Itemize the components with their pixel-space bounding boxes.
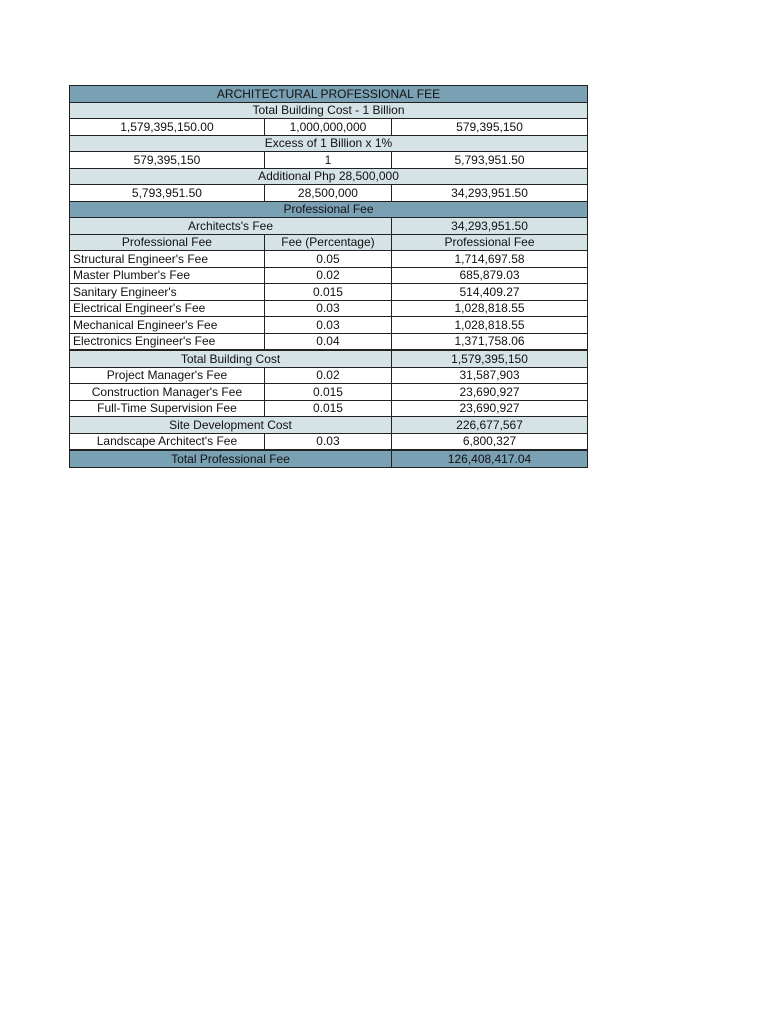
fee-pct-cell[interactable]: 0.03 [264, 300, 391, 317]
architects-fee-value[interactable]: 34,293,951.50 [392, 218, 588, 235]
section-header-row [70, 102, 588, 119]
site-development-row [70, 417, 588, 434]
cell[interactable]: 579,395,150 [70, 152, 265, 169]
fee-name-cell[interactable]: Project Manager's Fee [70, 367, 265, 384]
table-row [70, 400, 588, 417]
table-row [70, 119, 588, 136]
fee-value-cell[interactable]: 685,879.03 [392, 267, 588, 284]
table-row [70, 267, 588, 284]
fee-value-cell[interactable]: 1,028,818.55 [392, 300, 588, 317]
section-header-additional[interactable]: Additional Php 28,500,000 [70, 168, 588, 185]
fee-name-cell[interactable]: Construction Manager's Fee [70, 384, 265, 401]
fee-spreadsheet [69, 85, 588, 468]
table-title[interactable]: ARCHITECTURAL PROFESSIONAL FEE [70, 86, 588, 103]
fee-pct-cell[interactable]: 0.02 [264, 367, 391, 384]
fee-value-cell[interactable]: 1,714,697.58 [392, 251, 588, 268]
fee-name-cell[interactable]: Mechanical Engineer's Fee [70, 317, 265, 334]
fee-pct-cell[interactable]: 0.02 [264, 267, 391, 284]
fee-value-cell[interactable]: 6,800,327 [392, 433, 588, 450]
fee-value-cell[interactable]: 1,371,758.06 [392, 333, 588, 350]
section-header-excess[interactable]: Excess of 1 Billion x 1% [70, 135, 588, 152]
fee-table [69, 85, 588, 468]
fee-pct-cell[interactable]: 0.015 [264, 400, 391, 417]
fee-name-cell[interactable]: Full-Time Supervision Fee [70, 400, 265, 417]
table-row [70, 185, 588, 202]
site-development-value[interactable]: 226,677,567 [392, 417, 588, 434]
fee-value-cell[interactable]: 1,028,818.55 [392, 317, 588, 334]
column-header[interactable]: Professional Fee [70, 234, 265, 251]
total-building-cost-label[interactable]: Total Building Cost [70, 350, 392, 367]
table-row [70, 367, 588, 384]
table-row [70, 433, 588, 450]
fee-name-cell[interactable]: Structural Engineer's Fee [70, 251, 265, 268]
fee-name-cell[interactable]: Master Plumber's Fee [70, 267, 265, 284]
cell[interactable]: 28,500,000 [264, 185, 391, 202]
section-header-total-cost-minus[interactable]: Total Building Cost - 1 Billion [70, 102, 588, 119]
cell[interactable]: 1,000,000,000 [264, 119, 391, 136]
column-header[interactable]: Professional Fee [392, 234, 588, 251]
total-professional-fee-value[interactable]: 126,408,417.04 [392, 450, 588, 467]
fee-pct-cell[interactable]: 0.05 [264, 251, 391, 268]
fee-value-cell[interactable]: 23,690,927 [392, 400, 588, 417]
table-row [70, 384, 588, 401]
title-row [70, 86, 588, 103]
fee-pct-cell[interactable]: 0.03 [264, 433, 391, 450]
table-row [70, 251, 588, 268]
table-row [70, 284, 588, 301]
total-building-cost-value[interactable]: 1,579,395,150 [392, 350, 588, 367]
table-row [70, 317, 588, 334]
table-row [70, 152, 588, 169]
fee-pct-cell[interactable]: 0.015 [264, 284, 391, 301]
column-header-row [70, 234, 588, 251]
architects-fee-row [70, 218, 588, 235]
cell[interactable]: 34,293,951.50 [392, 185, 588, 202]
cell[interactable]: 579,395,150 [392, 119, 588, 136]
cell[interactable]: 5,793,951.50 [70, 185, 265, 202]
fee-pct-cell[interactable]: 0.015 [264, 384, 391, 401]
cell[interactable]: 1 [264, 152, 391, 169]
fee-value-cell[interactable]: 514,409.27 [392, 284, 588, 301]
fee-name-cell[interactable]: Electrical Engineer's Fee [70, 300, 265, 317]
total-professional-fee-label[interactable]: Total Professional Fee [70, 450, 392, 467]
fee-name-cell[interactable]: Electronics Engineer's Fee [70, 333, 265, 350]
section-header-row [70, 201, 588, 218]
section-header-row [70, 168, 588, 185]
total-professional-fee-row [70, 450, 588, 467]
professional-fee-header[interactable]: Professional Fee [70, 201, 588, 218]
site-development-label[interactable]: Site Development Cost [70, 417, 392, 434]
fee-value-cell[interactable]: 23,690,927 [392, 384, 588, 401]
cell[interactable]: 5,793,951.50 [392, 152, 588, 169]
fee-name-cell[interactable]: Sanitary Engineer's [70, 284, 265, 301]
fee-pct-cell[interactable]: 0.03 [264, 317, 391, 334]
cell[interactable]: 1,579,395,150.00 [70, 119, 265, 136]
fee-name-cell[interactable]: Landscape Architect's Fee [70, 433, 265, 450]
table-row [70, 300, 588, 317]
section-header-row [70, 135, 588, 152]
fee-value-cell[interactable]: 31,587,903 [392, 367, 588, 384]
architects-fee-label[interactable]: Architects's Fee [70, 218, 392, 235]
table-row [70, 333, 588, 350]
column-header[interactable]: Fee (Percentage) [264, 234, 391, 251]
fee-pct-cell[interactable]: 0.04 [264, 333, 391, 350]
total-building-cost-row [70, 350, 588, 367]
